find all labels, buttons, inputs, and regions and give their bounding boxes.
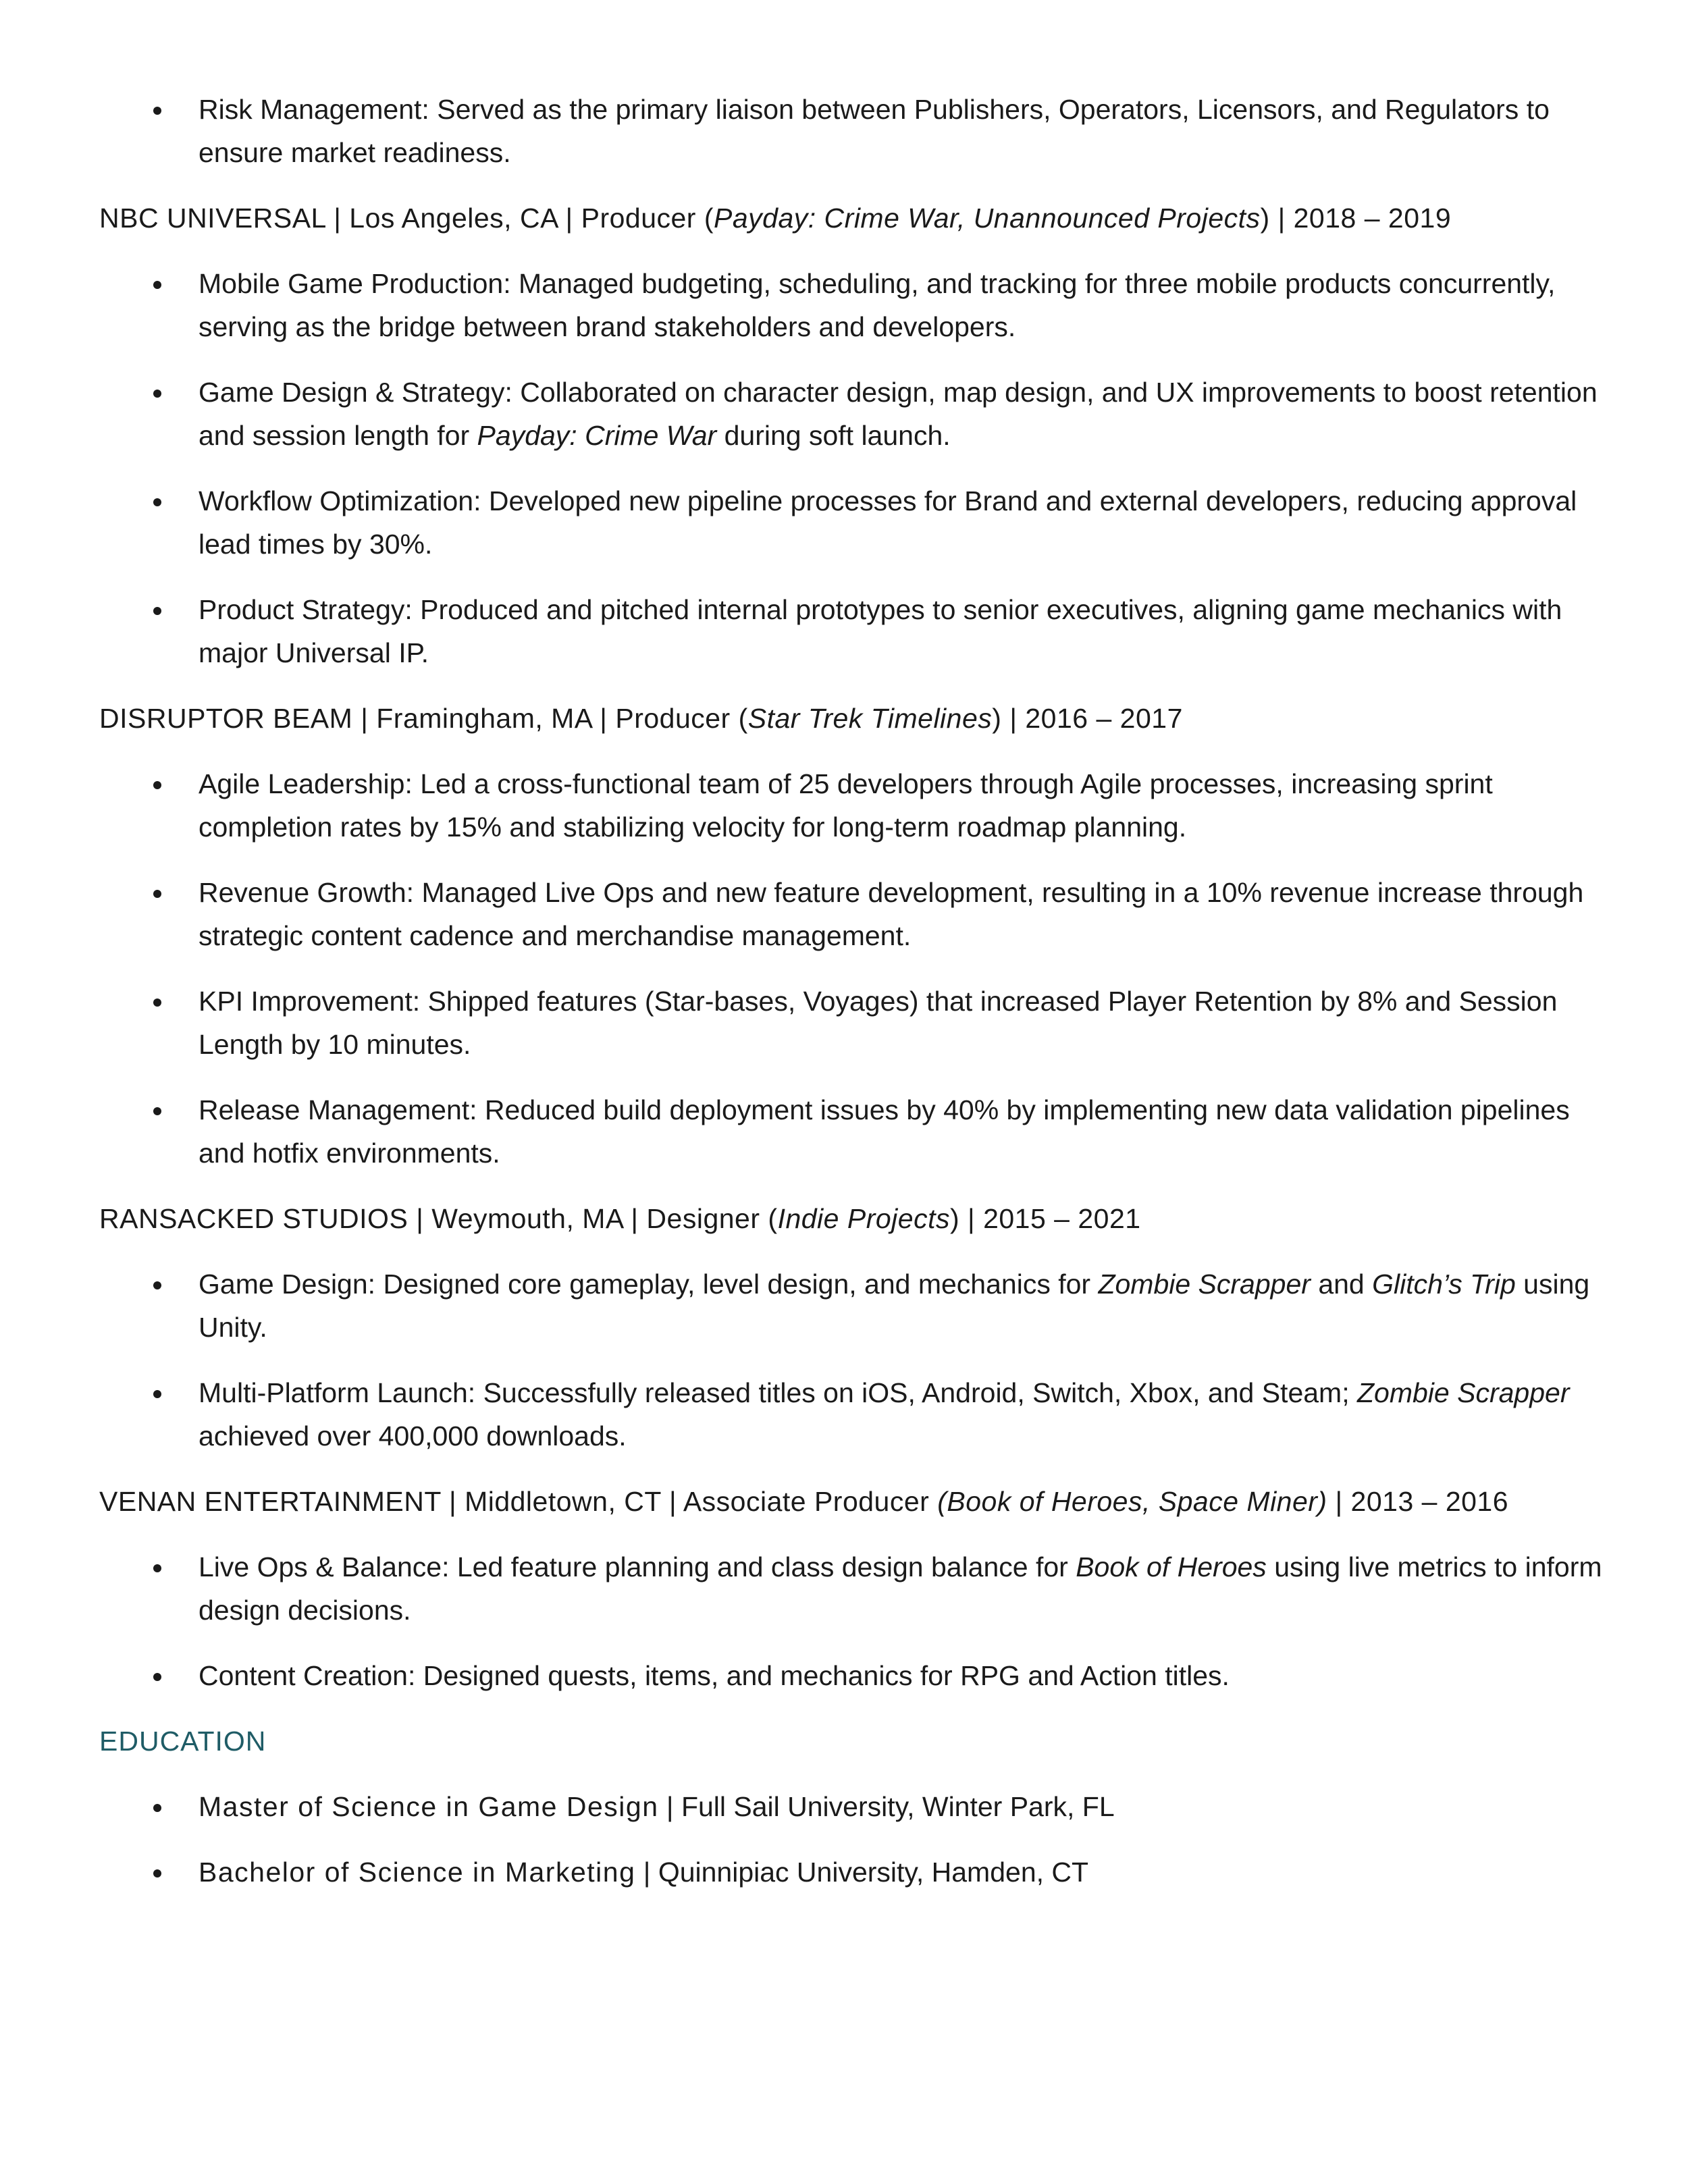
risk-management-bullet <box>99 88 1616 174</box>
game-title: Zombie Scrapper <box>1357 1377 1570 1408</box>
resume-page <box>99 88 1602 1916</box>
bullet-text: Successfully released titles on iOS, Android, Switch, Xbox, and Steam; <box>475 1377 1357 1408</box>
job-role: Designer <box>646 1203 760 1234</box>
bullet-text: Reduced build deployment issues by 40% by implementing new data validation pipelines and hotfix environments. <box>199 1094 1570 1169</box>
bullet-label: Product Strategy: <box>199 594 413 625</box>
school: Quinnipiac University, Hamden, CT <box>658 1857 1089 1888</box>
job-heading-venan-entertainment: VENAN ENTERTAINMENT | Middletown, CT | Associate Producer (Book of Heroes, Space Miner) | 2013 – 2016 <box>99 1486 1509 1517</box>
school: Full Sail University, Winter Park, FL <box>681 1791 1115 1822</box>
job-location: Framingham, MA <box>376 703 592 734</box>
degree: Master of Science in Game Design <box>199 1791 659 1822</box>
job-heading-ransacked-studios: RANSACKED STUDIOS | Weymouth, MA | Designer (Indie Projects) | 2015 – 2021 <box>99 1203 1141 1234</box>
bullet-label: KPI Improvement: <box>199 986 421 1017</box>
bullet-text: Managed Live Ops and new feature development, resulting in a 10% revenue increase through strategic content cadence and merchandise management. <box>199 877 1584 951</box>
job-projects: Star Trek Timelines <box>747 703 993 734</box>
job-years: 2015 – 2021 <box>983 1203 1141 1234</box>
job-role: Producer <box>615 703 731 734</box>
game-title: Zombie Scrapper <box>1098 1269 1311 1300</box>
job-role: Associate Producer <box>683 1486 930 1517</box>
job-bullet <box>99 262 1616 348</box>
job-years: 2018 – 2019 <box>1293 203 1452 234</box>
bullet-label: Content Creation: <box>199 1660 416 1691</box>
job-bullet <box>99 762 1616 849</box>
bullet-label: Agile Leadership: <box>199 768 413 799</box>
bullet-label: Multi-Platform Launch: <box>199 1377 476 1408</box>
bullet-label: Release Management: <box>199 1094 477 1125</box>
bullet-text: Developed new pipeline processes for Brand and external developers, reducing approval lead times by 30%. <box>199 485 1577 560</box>
game-title: Book of Heroes <box>1076 1551 1267 1582</box>
bullet-text: Collaborated on character design, map design, and UX improvements to boost retention and session length for <box>199 377 1598 451</box>
job-projects: Indie Projects <box>777 1203 950 1234</box>
bullet-label: Mobile Game Production: <box>199 268 511 299</box>
bullet-label: Risk Management: <box>199 94 429 125</box>
bullet-text: Shipped features (Star-bases, Voyages) that increased Player Retention by 8% and Session Length by 10 minutes. <box>199 986 1558 1060</box>
job-bullet: Game Design: Designed core gameplay, level design, and mechanics for Zombie Scrapper and Glitch’s Trip using Unity. <box>99 1262 1616 1349</box>
company-name: VENAN ENTERTAINMENT <box>99 1486 442 1517</box>
game-title: Glitch’s Trip <box>1372 1269 1516 1300</box>
bullet-text: Managed budgeting, scheduling, and tracking for three mobile products concurrently, serving as the bridge between brand stakeholders and developers. <box>199 268 1556 342</box>
job-years: 2013 – 2016 <box>1350 1486 1509 1517</box>
game-title: Payday: Crime War <box>477 420 717 451</box>
job-projects: (Book of Heroes, Space Miner) <box>937 1486 1327 1517</box>
bullet-text: Led feature planning and class design balance for <box>449 1551 1076 1582</box>
job-bullet <box>99 588 1616 674</box>
company-name: NBC UNIVERSAL <box>99 203 326 234</box>
bullet-text: Designed core gameplay, level design, and mechanics for <box>375 1269 1099 1300</box>
education-item: Master of Science in Game Design | Full Sail University, Winter Park, FL <box>99 1785 1616 1828</box>
job-bullet <box>99 1545 1616 1632</box>
company-name: DISRUPTOR BEAM <box>99 703 353 734</box>
job-bullet <box>99 1371 1616 1458</box>
bullet-text: using live metrics to inform design decisions. <box>199 1551 1602 1626</box>
job-heading-disruptor-beam: DISRUPTOR BEAM | Framingham, MA | Producer (Star Trek Timelines) | 2016 – 2017 <box>99 703 1183 734</box>
job-heading-nbc-universal: NBC UNIVERSAL | Los Angeles, CA | Producer (Payday: Crime War, Unannounced Projects) | 2018 – 2019 <box>99 203 1452 234</box>
bullet-label: Live Ops & Balance: <box>199 1551 450 1582</box>
bullet-text: using Unity. <box>199 1269 1590 1343</box>
job-bullet <box>99 371 1616 457</box>
bullet-label: Game Design: <box>199 1269 376 1300</box>
bullet-text: Led a cross-functional team of 25 developers through Agile processes, increasing sprint completion rates by 15% and stabilizing velocity for long-term roadmap planning. <box>199 768 1493 843</box>
bullet-label: Revenue Growth: <box>199 877 415 908</box>
job-role: Producer <box>581 203 696 234</box>
education-item: Bachelor of Science in Marketing | Quinnipiac University, Hamden, CT <box>99 1850 1616 1894</box>
bullet-text: during soft launch. <box>716 420 951 451</box>
bullet-text: Designed quests, items, and mechanics for RPG and Action titles. <box>415 1660 1230 1691</box>
bullet-label: Game Design & Strategy: <box>199 377 512 408</box>
bullet-text: achieved over 400,000 downloads. <box>199 1420 627 1451</box>
bullet-text: Produced and pitched internal prototypes to senior executives, aligning game mechanics with major Universal IP. <box>199 594 1562 668</box>
bullet-text: Served as the primary liaison between Publishers, Operators, Licensors, and Regulators to ensure market readiness. <box>199 94 1550 168</box>
education-heading: EDUCATION <box>99 1726 267 1757</box>
job-years: 2016 – 2017 <box>1025 703 1183 734</box>
degree: Bachelor of Science in Marketing <box>199 1857 636 1888</box>
job-bullet <box>99 479 1616 566</box>
company-name: RANSACKED STUDIOS <box>99 1203 408 1234</box>
job-bullet <box>99 980 1616 1066</box>
job-bullet <box>99 1654 1616 1697</box>
job-location: Middletown, CT <box>465 1486 662 1517</box>
job-bullet <box>99 1088 1616 1175</box>
job-bullet <box>99 871 1616 957</box>
bullet-label: Workflow Optimization: <box>199 485 481 516</box>
job-location: Los Angeles, CA <box>349 203 558 234</box>
job-projects: Payday: Crime War, Unannounced Projects <box>714 203 1261 234</box>
job-location: Weymouth, MA <box>431 1203 623 1234</box>
